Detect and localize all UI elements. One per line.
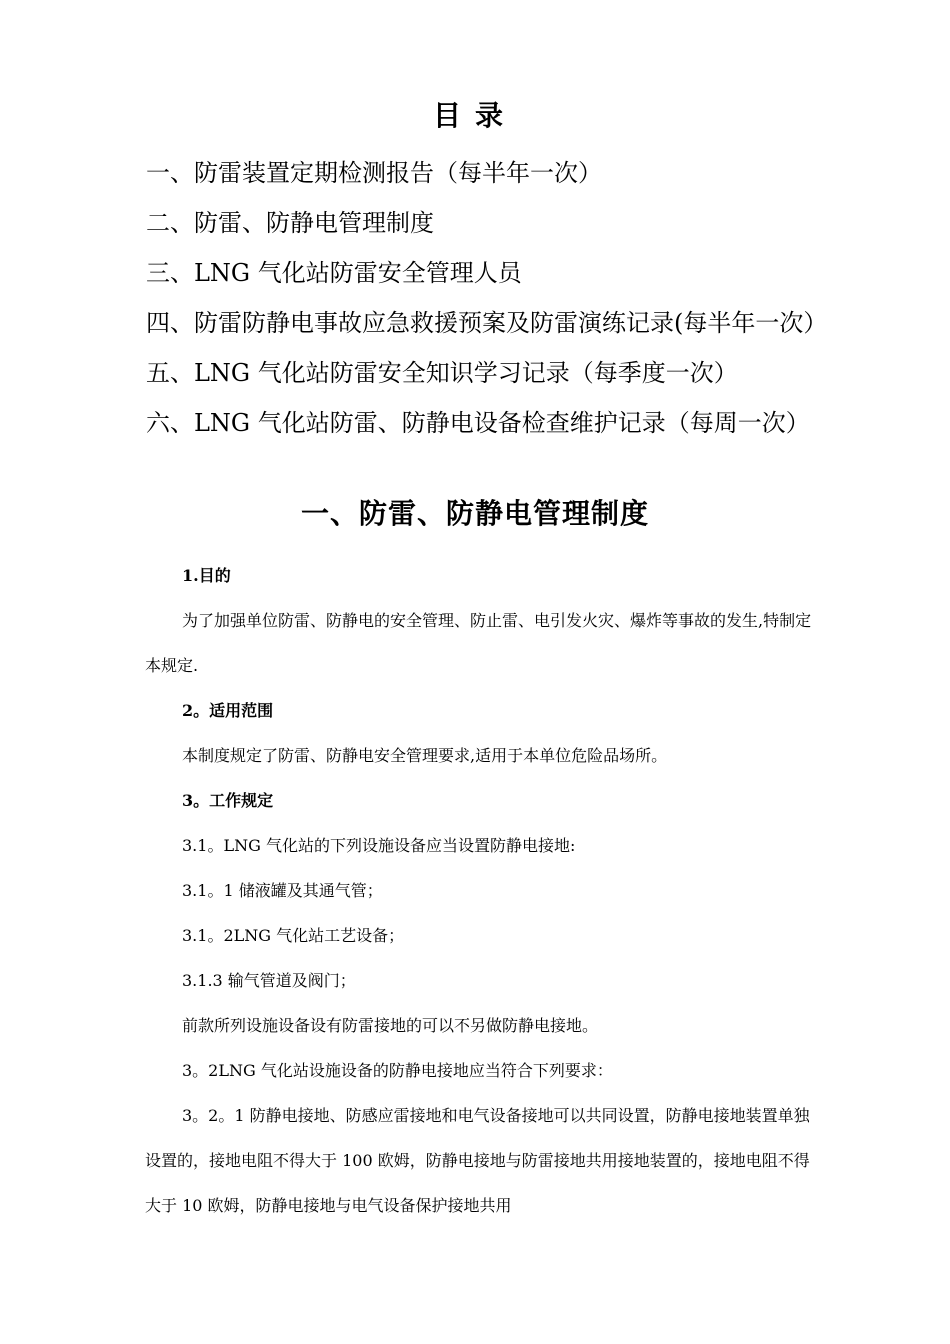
heading-purpose: 1.目的 xyxy=(182,566,231,585)
rule-3-1-2: 3.1。2LNG 气化站工艺设备； xyxy=(182,926,405,945)
rule-3-2: 3。2LNG 气化站设施设备的防静电接地应当符合下列要求： xyxy=(182,1061,613,1080)
heading-scope: 2。适用范围 xyxy=(182,701,274,720)
toc-item-2: 二、防雷、防静电管理制度 xyxy=(146,209,434,237)
section-title: 一、防雷、防静电管理制度 xyxy=(300,497,649,530)
toc-list xyxy=(146,148,828,448)
toc-item-6: 六、LNG 气化站防雷、防静电设备检查维护记录（每周一次） xyxy=(146,409,810,437)
toc-item-3: 三、LNG 气化站防雷安全管理人员 xyxy=(146,259,522,287)
toc-item-4: 四、防雷防静电事故应急救援预案及防雷演练记录(每半年一次） xyxy=(146,309,828,337)
paragraph-purpose: 为了加强单位防雷、防静电的安全管理、防止雷、电引发火灾、爆炸等事故的发生,特制定本规定. xyxy=(145,611,812,675)
toc-item-1: 一、防雷装置定期检测报告（每半年一次） xyxy=(146,159,602,187)
rule-note: 前款所列设施设备设有防雷接地的可以不另做防静电接地。 xyxy=(182,1016,599,1035)
heading-rules: 3。工作规定 xyxy=(182,791,274,810)
paragraph-scope: 本制度规定了防雷、防静电安全管理要求,适用于本单位危险品场所。 xyxy=(182,746,668,765)
rule-3-1-1: 3.1。1 储液罐及其通气管； xyxy=(182,881,383,900)
toc-title: 目录 xyxy=(432,99,517,132)
section-body xyxy=(145,553,815,1228)
rule-3-1: 3.1。LNG 气化站的下列设施设备应当设置防静电接地: xyxy=(182,836,576,855)
rule-3-1-3: 3.1.3 输气管道及阀门； xyxy=(182,971,356,990)
rule-3-2-1: 3。2。1 防静电接地、防感应雷接地和电气设备接地可以共同设置，防静电接地装置单独设置的，接地电阻不得大于 100 欧姆，防静电接地与防雷接地共用接地装置的，接地电阻不得大于 10 欧姆，防静电接地与电气设备保护接地共用 xyxy=(145,1106,810,1215)
toc-item-5: 五、LNG 气化站防雷安全知识学习记录（每季度一次） xyxy=(146,359,738,387)
